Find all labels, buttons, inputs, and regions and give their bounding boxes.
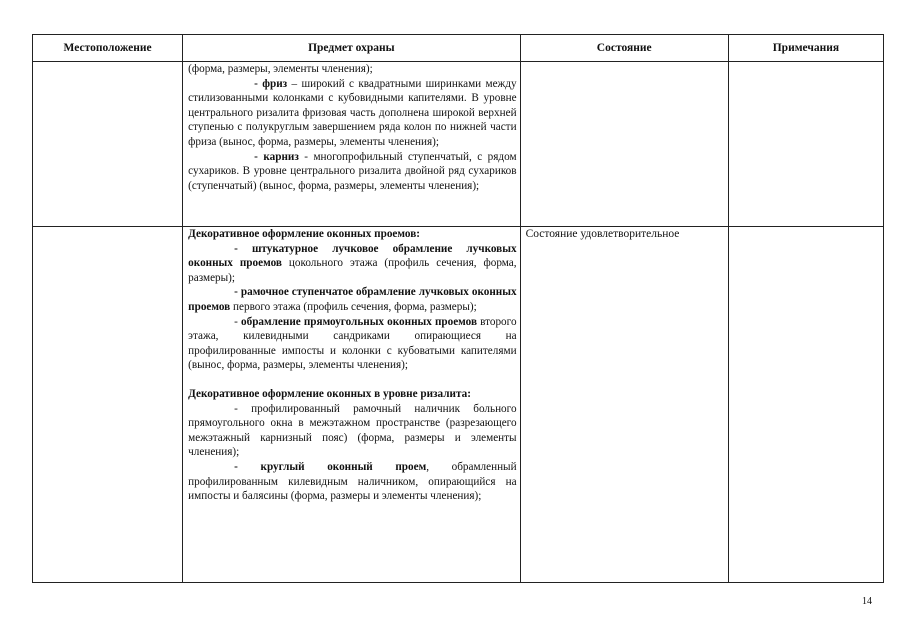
- window-item: [188, 460, 516, 504]
- header-state: Состояние: [520, 35, 728, 62]
- window-item-description: второго этажа, килевидными сандриками опирающиеся на профилированные импосты и колонки с кубоватыми капителями (вынос, форма, размеры, элементы членения);: [188, 315, 517, 372]
- cell-location: [33, 62, 183, 227]
- cornice-description: - многопрофильный ступенчатый, с рядом сухариков. В уровне центрального ризалита двойной ряд сухариков (ступенчатый) (вынос, форма, размеры, элементы членения);: [188, 150, 517, 192]
- window-item-description: цокольного этажа (профиль сечения, форма, размеры);: [188, 257, 517, 284]
- cell-location: [33, 227, 183, 583]
- page-number: 14: [862, 596, 872, 607]
- table-row: [33, 62, 884, 227]
- window-item-description: первого этажа (профиль сечения, форма, размеры);: [230, 300, 477, 313]
- cell-subject: [183, 62, 520, 227]
- header-notes: Примечания: [728, 35, 883, 62]
- cell-state: [520, 62, 728, 227]
- window-item: [188, 285, 516, 314]
- window-item: [188, 315, 516, 373]
- cornice-term: - карниз: [254, 150, 299, 163]
- frieze-description: – широкий с квадратными ширинками между стилизованными колонками с кубовидными капителями. В уровне центрального ризалита фризовая часть дополнена широкой верхней ступенью с полукруглым завершением ряда колон по нижней части фриза (вынос, форма, размеры, элементы членения);: [188, 77, 517, 148]
- frieze-term: - фриз: [254, 77, 288, 90]
- window-item: [188, 242, 516, 286]
- window-item-term: - рамочное ступенчатое обрамление лучковых оконных проемов: [188, 286, 517, 313]
- header-location: Местоположение: [33, 35, 183, 62]
- paragraph-gap: [188, 373, 516, 387]
- protection-subject-table: [32, 34, 884, 583]
- subject-text-line: (форма, размеры, элементы членения);: [188, 63, 373, 75]
- cornice-paragraph: [188, 150, 516, 194]
- windows-heading-text: Декоративное оформление оконных проемов:: [188, 228, 420, 240]
- risalit-heading: [188, 387, 516, 402]
- window-item-description: , обрамленный профилированным килевидным наличником, опирающийся на импосты и балясины (форма, размеры и элементы членения);: [188, 460, 517, 503]
- windows-heading: [188, 227, 516, 242]
- header-subject: Предмет охраны: [183, 35, 520, 62]
- table-row: [33, 227, 884, 583]
- table-header-row: [33, 35, 884, 62]
- state-text: Состояние удовлетворительное: [525, 228, 680, 240]
- window-item-term: - круглый оконный проем: [234, 460, 427, 473]
- window-item: - профилированный рамочный наличник больного прямоугольного окна в межэтажном пространстве (разрезающего межэтажный карнизный пояс) (форма, размеры и элементы членения);: [188, 402, 517, 459]
- cell-notes: [728, 62, 883, 227]
- cell-notes: [728, 227, 883, 583]
- window-item-term: обрамление прямоугольных оконных проемов: [241, 315, 478, 328]
- frieze-paragraph: [188, 77, 516, 150]
- cell-state: [520, 227, 728, 583]
- cell-subject: [183, 227, 520, 583]
- window-item-dash: -: [234, 315, 242, 328]
- risalit-heading-text: Декоративное оформление оконных в уровне ризалита:: [188, 387, 471, 400]
- window-item-term: - штукатурное лучковое обрамление лучковых оконных проемов: [188, 242, 517, 270]
